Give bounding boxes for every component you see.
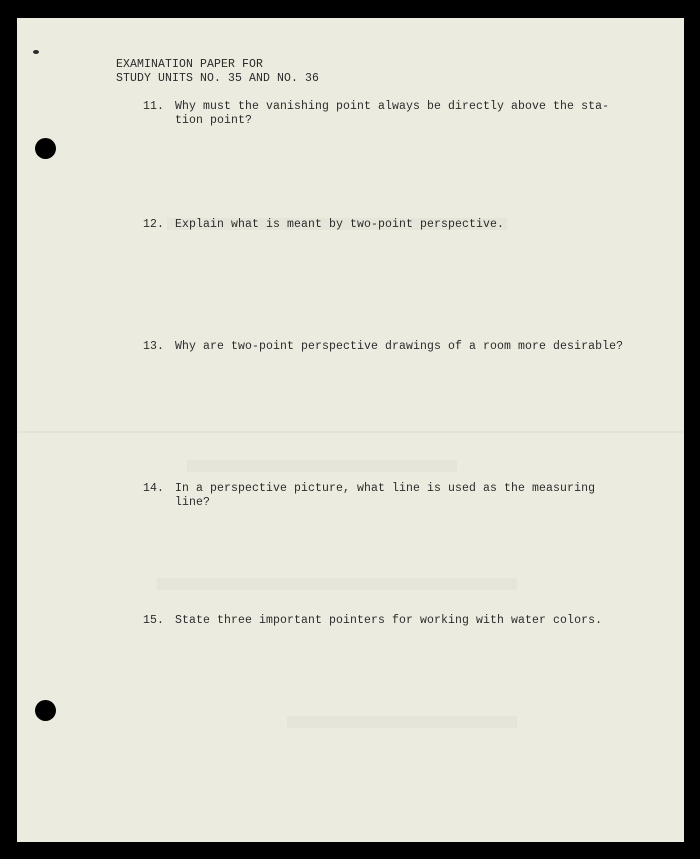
bleed-through-mark (157, 578, 517, 590)
question-text-line: Why must the vanishing point always be directly above the sta- (175, 100, 610, 113)
question-text (175, 100, 613, 128)
question-12 (143, 218, 613, 232)
question-text-line: line? (175, 496, 211, 509)
question-number: 13. (143, 340, 165, 353)
bleed-through-mark (287, 716, 517, 728)
question-number: 12. (143, 218, 165, 231)
exam-page (17, 18, 684, 842)
question-text (175, 482, 613, 510)
question-15 (143, 614, 613, 628)
question-14 (143, 482, 613, 510)
punch-hole-bottom (35, 700, 56, 721)
question-text-line: Explain what is meant by two-point perspective. (175, 218, 505, 231)
punch-hole-top (35, 138, 56, 159)
header-line-2: STUDY UNITS NO. 35 AND NO. 36 (116, 72, 320, 85)
question-number: 15. (143, 614, 165, 627)
question-13 (143, 340, 624, 354)
question-number: 11. (143, 100, 165, 113)
question-text (175, 218, 613, 232)
question-text-line: State three important pointers for working with water colors. (175, 614, 603, 627)
question-text-line: tion point? (175, 114, 253, 127)
question-text-line: In a perspective picture, what line is used as the measuring (175, 482, 596, 495)
question-number: 14. (143, 482, 165, 495)
question-text-line: Why are two-point perspective drawings of a room more desirable? (175, 340, 624, 353)
question-11 (143, 100, 613, 128)
exam-header (116, 58, 319, 86)
question-text (175, 340, 623, 354)
paper-tear-mark (33, 50, 39, 54)
header-line-1: EXAMINATION PAPER FOR (116, 58, 264, 71)
question-text (175, 614, 613, 628)
bleed-through-mark (187, 460, 457, 472)
